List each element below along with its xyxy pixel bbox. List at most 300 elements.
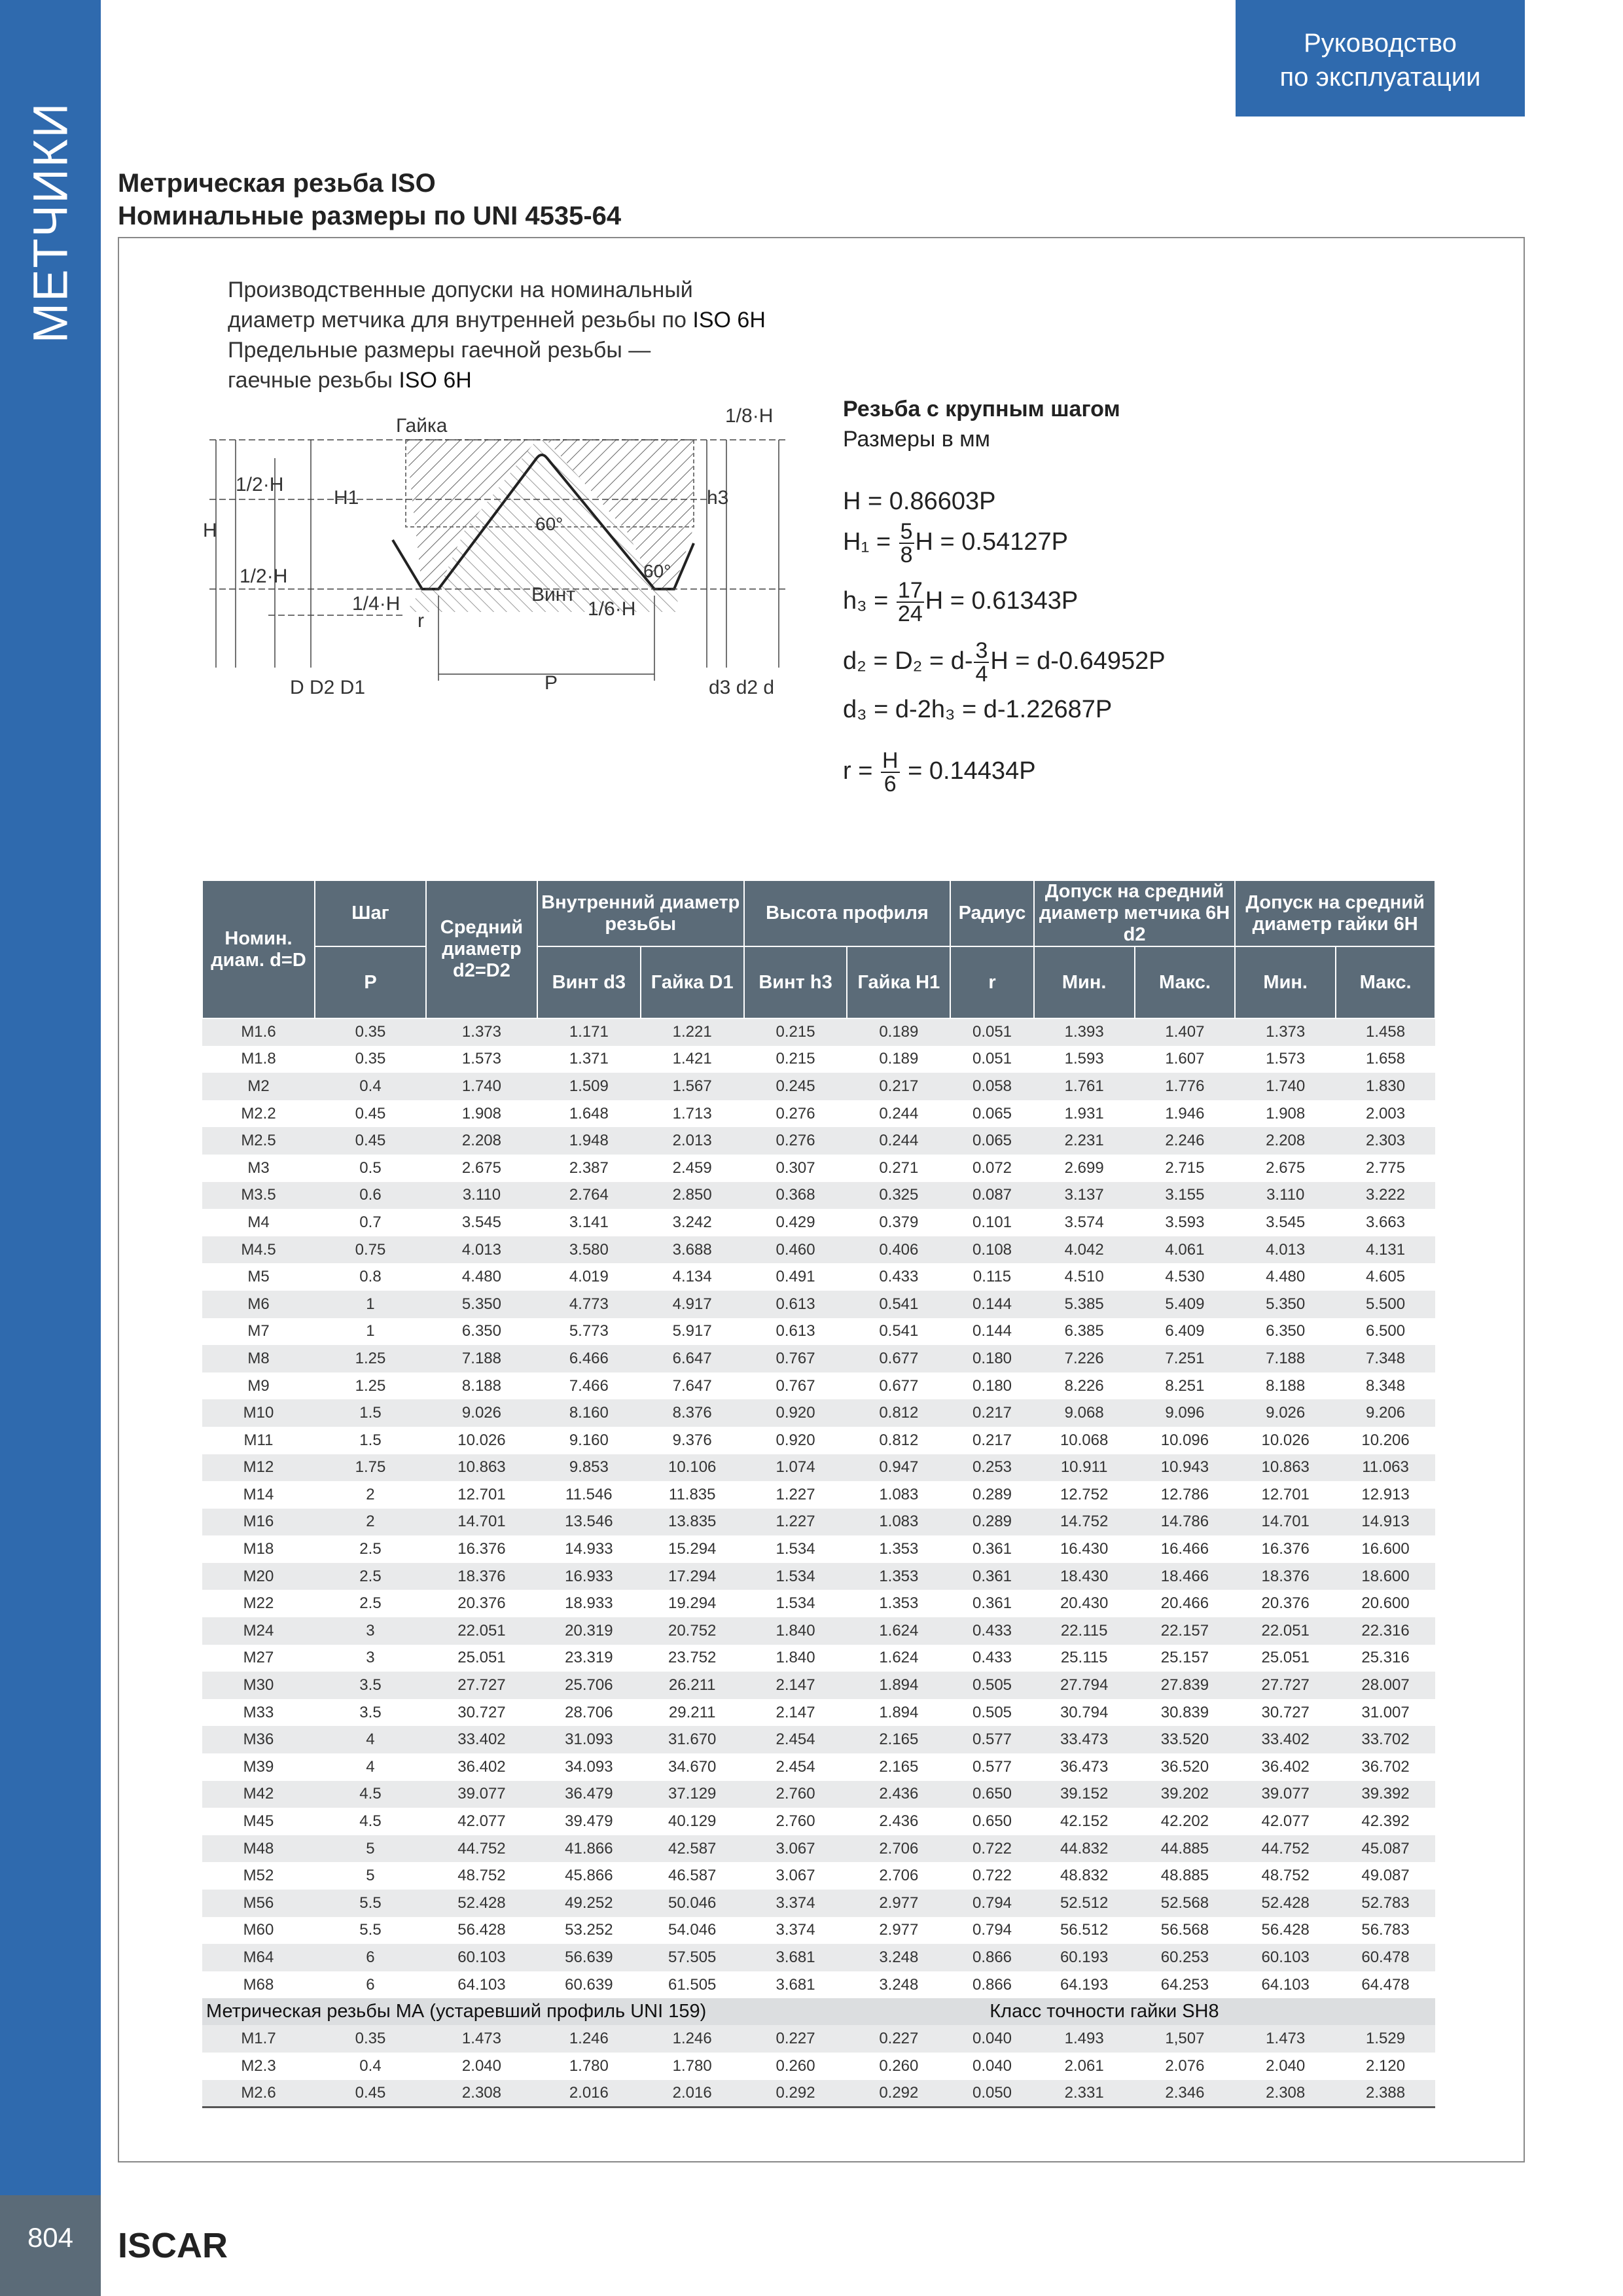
table-cell: 3.222 <box>1336 1182 1435 1210</box>
label-half-h-bottom: 1/2·H <box>240 565 288 587</box>
table-cell: 1.074 <box>744 1454 847 1482</box>
table-cell: 0.101 <box>950 1209 1033 1236</box>
table-cell: 12.701 <box>426 1481 537 1509</box>
table-cell: 4.134 <box>641 1263 744 1291</box>
table-cell: 27.794 <box>1034 1672 1135 1699</box>
page-number: 804 <box>27 2222 74 2253</box>
table-cell: M56 <box>202 1890 315 1917</box>
table-cell: M64 <box>202 1944 315 1971</box>
table-row <box>202 1944 1435 1971</box>
table-cell: 3.580 <box>537 1236 641 1264</box>
table-cell: 4 <box>315 1753 426 1781</box>
table-cell: 8.188 <box>1235 1372 1336 1400</box>
table-cell: 2.454 <box>744 1726 847 1753</box>
table-cell: 1.227 <box>744 1509 847 1536</box>
table-cell: 1.931 <box>1034 1100 1135 1128</box>
table-cell: 1.840 <box>744 1617 847 1645</box>
table-cell: 7.647 <box>641 1372 744 1400</box>
table-cell: 18.600 <box>1336 1563 1435 1590</box>
table-cell: 16.466 <box>1135 1535 1236 1563</box>
table-cell: 33.520 <box>1135 1726 1236 1753</box>
table-cell: 4.131 <box>1336 1236 1435 1264</box>
table-cell: 0.541 <box>847 1318 950 1346</box>
table-cell: 0.065 <box>950 1127 1033 1155</box>
table-cell: 30.727 <box>426 1699 537 1727</box>
table-cell: 0.050 <box>950 2080 1033 2108</box>
table-cell: 0.677 <box>847 1372 950 1400</box>
table-cell: M3.5 <box>202 1182 315 1210</box>
table-cell: M2.3 <box>202 2053 315 2080</box>
table-cell: 1.573 <box>1235 1046 1336 1073</box>
thread-dimensions-table <box>202 880 1436 2108</box>
table-cell: 60.193 <box>1034 1944 1135 1971</box>
table-cell: 0.215 <box>744 1046 847 1073</box>
header-profile-height: Высота профиля <box>744 880 951 946</box>
table-cell: 0.087 <box>950 1182 1033 1210</box>
table-cell: 0.613 <box>744 1318 847 1346</box>
table-cell: M1.7 <box>202 2025 315 2053</box>
table-cell: 6.409 <box>1135 1318 1236 1346</box>
table-cell: 0.767 <box>744 1345 847 1372</box>
table-cell: 10.943 <box>1135 1454 1236 1482</box>
table-cell: 2.165 <box>847 1753 950 1781</box>
table-cell: 2.764 <box>537 1182 641 1210</box>
coarse-title: Резьба с крупным шагом <box>843 397 1120 422</box>
table-cell: 0.460 <box>744 1236 847 1264</box>
table-cell: 1.083 <box>847 1509 950 1536</box>
label-nut: Гайка <box>396 415 448 437</box>
table-cell: 52.428 <box>1235 1890 1336 1917</box>
thread-table-wrap <box>202 880 1436 2108</box>
table-cell: 8.226 <box>1034 1372 1135 1400</box>
table-cell: M52 <box>202 1862 315 1890</box>
table-cell: M5 <box>202 1263 315 1291</box>
table-cell: 6.500 <box>1336 1318 1435 1346</box>
table-cell: 2.388 <box>1336 2080 1435 2108</box>
table-cell: 0.115 <box>950 1263 1033 1291</box>
table-cell: 2.076 <box>1135 2053 1236 2080</box>
table-cell: 1.534 <box>744 1563 847 1590</box>
header-nut-min: Мин. <box>1235 946 1336 1018</box>
table-cell: 0.244 <box>847 1100 950 1128</box>
table-cell: M22 <box>202 1590 315 1617</box>
table-cell: M2.6 <box>202 2080 315 2108</box>
table-cell: 2.699 <box>1034 1155 1135 1182</box>
table-cell: 2.061 <box>1034 2053 1135 2080</box>
table-cell: 2.459 <box>641 1155 744 1182</box>
table-cell: 4.019 <box>537 1263 641 1291</box>
table-row <box>202 1808 1435 1835</box>
header-inner-bolt: Винт d3 <box>537 946 641 1018</box>
table-cell: 2.775 <box>1336 1155 1435 1182</box>
table-cell: 0.361 <box>950 1535 1033 1563</box>
table-cell: 52.428 <box>426 1890 537 1917</box>
table-row <box>202 2080 1435 2108</box>
table-row <box>202 1699 1435 1727</box>
table-cell: 48.832 <box>1034 1862 1135 1890</box>
table-cell: 8.251 <box>1135 1372 1236 1400</box>
table-cell: 2.675 <box>1235 1155 1336 1182</box>
table-row <box>202 1753 1435 1781</box>
table-cell: 0.276 <box>744 1127 847 1155</box>
header-mean-diameter: Средний диаметр d2=D2 <box>426 880 537 1018</box>
table-cell: 2.013 <box>641 1127 744 1155</box>
table-cell: 1,507 <box>1135 2025 1236 2053</box>
table-cell: 0.505 <box>950 1699 1033 1727</box>
table-cell: 0.75 <box>315 1236 426 1264</box>
table-cell: 1.373 <box>426 1018 537 1046</box>
table-cell: 0.920 <box>744 1399 847 1427</box>
table-cell: 45.087 <box>1336 1835 1435 1863</box>
table-cell: 44.832 <box>1034 1835 1135 1863</box>
table-cell: 46.587 <box>641 1862 744 1890</box>
table-cell: 9.068 <box>1034 1399 1135 1427</box>
table-cell: 0.180 <box>950 1372 1033 1400</box>
table-cell: 34.670 <box>641 1753 744 1781</box>
header-nominal: Номин. диам. d=D <box>202 880 315 1018</box>
table-cell: 0.35 <box>315 1018 426 1046</box>
table-cell: 18.466 <box>1135 1563 1236 1590</box>
table-cell: 2.165 <box>847 1726 950 1753</box>
table-cell: 8.376 <box>641 1399 744 1427</box>
header-tap-min: Мин. <box>1034 946 1135 1018</box>
table-cell: 19.294 <box>641 1590 744 1617</box>
table-cell: 2.303 <box>1336 1127 1435 1155</box>
table-cell: 2.675 <box>426 1155 537 1182</box>
table-row <box>202 1372 1435 1400</box>
table-cell: 6.350 <box>426 1318 537 1346</box>
table-cell: 49.252 <box>537 1890 641 1917</box>
table-cell: 0.947 <box>847 1454 950 1482</box>
table-cell: 1.573 <box>426 1046 537 1073</box>
table-cell: 39.392 <box>1336 1781 1435 1808</box>
table-row <box>202 1073 1435 1100</box>
table-cell: 27.839 <box>1135 1672 1236 1699</box>
formula-d2: d₂ = D₂ = d- $\frac{3}{4}$ H = d-0.64952P <box>843 638 1166 687</box>
label-bolt: Винт <box>531 584 576 605</box>
table-row <box>202 1726 1435 1753</box>
table-cell: 60.639 <box>537 1971 641 1999</box>
table-cell: 1.5 <box>315 1399 426 1427</box>
table-cell: M11 <box>202 1427 315 1454</box>
table-cell: 2.5 <box>315 1563 426 1590</box>
table-cell: 1.624 <box>847 1645 950 1672</box>
table-cell: 0.144 <box>950 1318 1033 1346</box>
formula-d3: d₃ = d-2h₃ = d-1.22687P <box>843 696 1113 723</box>
table-cell: 2.760 <box>744 1781 847 1808</box>
table-cell: 10.026 <box>1235 1427 1336 1454</box>
table-cell: 60.478 <box>1336 1944 1435 1971</box>
table-cell: 2.706 <box>847 1862 950 1890</box>
table-cell: 14.701 <box>1235 1509 1336 1536</box>
title-line1: Метрическая резьба ISO <box>118 169 436 198</box>
table-cell: 17.294 <box>641 1563 744 1590</box>
table-cell: 31.007 <box>1336 1699 1435 1727</box>
table-cell: 39.077 <box>426 1781 537 1808</box>
table-cell: 2.331 <box>1034 2080 1135 2108</box>
table-cell: 0.7 <box>315 1209 426 1236</box>
table-cell: 36.520 <box>1135 1753 1236 1781</box>
table-cell: 48.752 <box>426 1862 537 1890</box>
table-cell: 1.371 <box>537 1046 641 1073</box>
table-cell: 13.546 <box>537 1509 641 1536</box>
table-cell: 22.115 <box>1034 1617 1135 1645</box>
table-cell: 31.093 <box>537 1726 641 1753</box>
table-cell: M3 <box>202 1155 315 1182</box>
table-cell: M4.5 <box>202 1236 315 1264</box>
table-cell: 4.5 <box>315 1808 426 1835</box>
table-cell: 10.911 <box>1034 1454 1135 1482</box>
table-row <box>202 1535 1435 1563</box>
table-cell: 14.786 <box>1135 1509 1236 1536</box>
table-cell: 1.740 <box>1235 1073 1336 1100</box>
table-row <box>202 1263 1435 1291</box>
table-cell: 18.430 <box>1034 1563 1135 1590</box>
table-cell: 9.206 <box>1336 1399 1435 1427</box>
table-cell: 22.051 <box>1235 1617 1336 1645</box>
table-cell: 1.946 <box>1135 1100 1236 1128</box>
table-cell: 13.835 <box>641 1509 744 1536</box>
table-cell: 5 <box>315 1862 426 1890</box>
table-cell: 0.722 <box>950 1862 1033 1890</box>
table-cell: 1.353 <box>847 1590 950 1617</box>
table-cell: 0.613 <box>744 1291 847 1318</box>
table-cell: 39.202 <box>1135 1781 1236 1808</box>
table-cell: 25.157 <box>1135 1645 1236 1672</box>
table-cell: 0.361 <box>950 1563 1033 1590</box>
table-cell: 0.217 <box>950 1399 1033 1427</box>
table-cell: 42.152 <box>1034 1808 1135 1835</box>
table-cell: 1.908 <box>426 1100 537 1128</box>
table-cell: 2.715 <box>1135 1155 1236 1182</box>
table-cell: 0.35 <box>315 1046 426 1073</box>
table-row <box>202 1862 1435 1890</box>
table-cell: 20.430 <box>1034 1590 1135 1617</box>
table-cell: 4.773 <box>537 1291 641 1318</box>
table-cell: 2.760 <box>744 1808 847 1835</box>
table-cell: 18.376 <box>1235 1563 1336 1590</box>
table-cell: 23.752 <box>641 1645 744 1672</box>
table-cell: 33.473 <box>1034 1726 1135 1753</box>
table-cell: 3.242 <box>641 1209 744 1236</box>
table-cell: 3.688 <box>641 1236 744 1264</box>
table-cell: 5.500 <box>1336 1291 1435 1318</box>
table-cell: 36.473 <box>1034 1753 1135 1781</box>
table-cell: 2.850 <box>641 1182 744 1210</box>
sidebar <box>0 0 101 2296</box>
table-cell: 2.208 <box>1235 1127 1336 1155</box>
label-h1: H1 <box>334 487 359 509</box>
page-title <box>118 167 621 232</box>
table-row <box>202 1590 1435 1617</box>
table-cell: 4.061 <box>1135 1236 1236 1264</box>
table-cell: 36.402 <box>426 1753 537 1781</box>
table-cell: 1.493 <box>1034 2025 1135 2053</box>
table-cell: 9.026 <box>426 1399 537 1427</box>
table-row <box>202 1100 1435 1128</box>
table-cell: 48.752 <box>1235 1862 1336 1890</box>
table-cell: 33.402 <box>1235 1726 1336 1753</box>
table-cell: 10.026 <box>426 1427 537 1454</box>
table-cell: 0.245 <box>744 1073 847 1100</box>
table-cell: 2.308 <box>426 2080 537 2108</box>
coarse-units: Размеры в мм <box>843 427 991 452</box>
table-cell: 27.727 <box>1235 1672 1336 1699</box>
table-cell: 0.292 <box>847 2080 950 2108</box>
table-cell: 3 <box>315 1617 426 1645</box>
table-cell: 0.217 <box>950 1427 1033 1454</box>
table-cell: 5.773 <box>537 1318 641 1346</box>
table-cell: 2.977 <box>847 1917 950 1945</box>
table-row <box>202 1835 1435 1863</box>
table-cell: 0.307 <box>744 1155 847 1182</box>
table-cell: 61.505 <box>641 1971 744 1999</box>
table-row <box>202 1781 1435 1808</box>
table-row <box>202 1509 1435 1536</box>
table-cell: M36 <box>202 1726 315 1753</box>
table-cell: 20.466 <box>1135 1590 1236 1617</box>
table-cell: 1.948 <box>537 1127 641 1155</box>
header-radius-symbol: r <box>950 946 1033 1018</box>
table-cell: 64.478 <box>1336 1971 1435 1999</box>
table-cell: 1.761 <box>1034 1073 1135 1100</box>
table-cell: 6 <box>315 1944 426 1971</box>
table-cell: M20 <box>202 1563 315 1590</box>
table-cell: 49.087 <box>1336 1862 1435 1890</box>
table-cell: 33.702 <box>1336 1726 1435 1753</box>
table-cell: M18 <box>202 1535 315 1563</box>
table-cell: 39.479 <box>537 1808 641 1835</box>
table-row <box>202 2025 1435 2053</box>
table-cell: 3.5 <box>315 1699 426 1727</box>
table-cell: 20.376 <box>1235 1590 1336 1617</box>
table-cell: 5.5 <box>315 1917 426 1945</box>
table-cell: 50.046 <box>641 1890 744 1917</box>
table-cell: 0.108 <box>950 1236 1033 1264</box>
table-cell: 1.740 <box>426 1073 537 1100</box>
table-cell: 2.706 <box>847 1835 950 1863</box>
table-cell: 0.058 <box>950 1073 1033 1100</box>
table-cell: 0.325 <box>847 1182 950 1210</box>
table-cell: 1.830 <box>1336 1073 1435 1100</box>
table-cell: 44.885 <box>1135 1835 1236 1863</box>
table-cell: 14.752 <box>1034 1509 1135 1536</box>
header-profile-bolt: Винт h3 <box>744 946 847 1018</box>
table-cell: 2.208 <box>426 1127 537 1155</box>
table-cell: M2.5 <box>202 1127 315 1155</box>
table-cell: 1.658 <box>1336 1046 1435 1073</box>
table-cell: 1.373 <box>1235 1018 1336 1046</box>
table-cell: 22.157 <box>1135 1617 1236 1645</box>
table-cell: 16.376 <box>426 1535 537 1563</box>
table-cell: 0.217 <box>847 1073 950 1100</box>
table-cell: 0.227 <box>744 2025 847 2053</box>
table-cell: 25.115 <box>1034 1645 1135 1672</box>
table-cell: 1.5 <box>315 1427 426 1454</box>
table-cell: 1.083 <box>847 1481 950 1509</box>
table-cell: 3.248 <box>847 1971 950 1999</box>
table-cell: 0.215 <box>744 1018 847 1046</box>
table-cell: 0.051 <box>950 1046 1033 1073</box>
table-cell: 1.25 <box>315 1372 426 1400</box>
table-cell: 3.545 <box>426 1209 537 1236</box>
table-cell: M27 <box>202 1645 315 1672</box>
table-row <box>202 1182 1435 1210</box>
table-cell: 48.885 <box>1135 1862 1236 1890</box>
table-cell: 15.294 <box>641 1535 744 1563</box>
table-cell: 0.794 <box>950 1890 1033 1917</box>
table-cell: 0.491 <box>744 1263 847 1291</box>
label-h: H <box>203 520 217 541</box>
table-cell: 0.920 <box>744 1427 847 1454</box>
table-cell: 0.379 <box>847 1209 950 1236</box>
table-cell: M12 <box>202 1454 315 1482</box>
table-cell: 0.227 <box>847 2025 950 2053</box>
table-cell: 42.077 <box>426 1808 537 1835</box>
table-cell: 3.593 <box>1135 1209 1236 1236</box>
table-cell: 0.812 <box>847 1399 950 1427</box>
table-cell: 11.835 <box>641 1481 744 1509</box>
table-row <box>202 1454 1435 1482</box>
table-cell: 10.106 <box>641 1454 744 1482</box>
table-cell: 0.433 <box>847 1263 950 1291</box>
table-row <box>202 1890 1435 1917</box>
table-cell: 0.812 <box>847 1427 950 1454</box>
table-cell: 0.35 <box>315 2025 426 2053</box>
manual-line2: по эксплуатации <box>1279 63 1481 92</box>
table-cell: 1.908 <box>1235 1100 1336 1128</box>
table-cell: 0.8 <box>315 1263 426 1291</box>
formula-r: r = $\frac{H}{6}$ = 0.14434P <box>843 748 1036 797</box>
formulas <box>843 488 1432 828</box>
header-tap-tolerance: Допуск на средний диаметр метчика 6H d2 <box>1034 880 1236 946</box>
table-cell: 36.479 <box>537 1781 641 1808</box>
table-cell: 2.016 <box>537 2080 641 2108</box>
table-cell: 2.346 <box>1135 2080 1236 2108</box>
intro-line3: Предельные размеры гаечной резьбы — <box>228 338 651 363</box>
table-cell: 4.042 <box>1034 1236 1135 1264</box>
table-cell: M2.2 <box>202 1100 315 1128</box>
table-cell: 2.147 <box>744 1699 847 1727</box>
table-cell: 1.353 <box>847 1563 950 1590</box>
table-row <box>202 1291 1435 1318</box>
table-cell: 11.063 <box>1336 1454 1435 1482</box>
table-cell: 11.546 <box>537 1481 641 1509</box>
table-cell: 16.600 <box>1336 1535 1435 1563</box>
formula-h: H = 0.86603P <box>843 488 996 515</box>
table-cell: M1.6 <box>202 1018 315 1046</box>
table-cell: 0.767 <box>744 1372 847 1400</box>
table-row <box>202 1971 1435 1999</box>
table-cell: 1.393 <box>1034 1018 1135 1046</box>
table-cell: 9.026 <box>1235 1399 1336 1427</box>
header-pitch-symbol: P <box>315 946 426 1018</box>
table-cell: 0.722 <box>950 1835 1033 1863</box>
table-cell: 1.407 <box>1135 1018 1236 1046</box>
label-angle1: 60° <box>535 514 563 534</box>
table-cell: 3.141 <box>537 1209 641 1236</box>
table-cell: 0.051 <box>950 1018 1033 1046</box>
table-cell: M10 <box>202 1399 315 1427</box>
table-cell: 0.5 <box>315 1155 426 1182</box>
table-cell: 0.040 <box>950 2025 1033 2053</box>
table-cell: 2.977 <box>847 1890 950 1917</box>
table-cell: 28.007 <box>1336 1672 1435 1699</box>
ma-class: Класс точности гайки SH8 <box>950 1998 1435 2025</box>
table-cell: 0.45 <box>315 2080 426 2108</box>
table-cell: 40.129 <box>641 1808 744 1835</box>
table-cell: 56.428 <box>426 1917 537 1945</box>
